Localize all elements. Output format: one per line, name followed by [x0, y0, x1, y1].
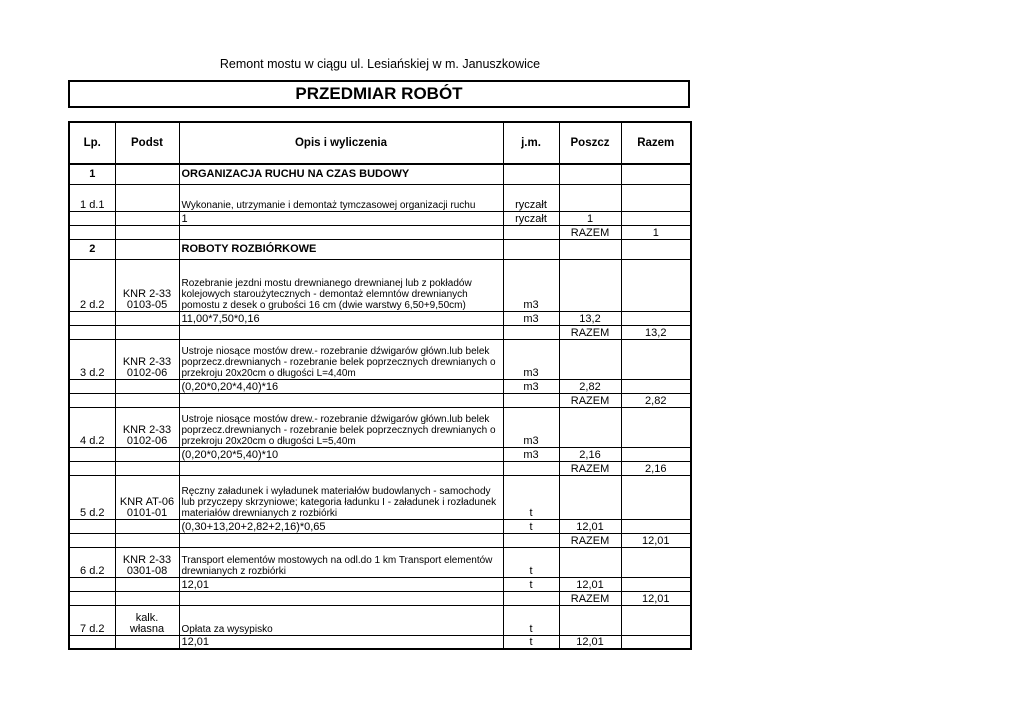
calc-row	[69, 379, 691, 393]
razem-label: RAZEM	[559, 591, 621, 605]
item-jm: t	[503, 475, 559, 519]
item-calculation: (0,30+13,20+2,82+2,16)*0,65	[179, 519, 503, 533]
calc-row	[69, 447, 691, 461]
item-jm: t	[503, 605, 559, 635]
document-title: PRZEDMIAR ROBÓT	[68, 80, 690, 108]
razem-label: RAZEM	[559, 533, 621, 547]
calc-row	[69, 211, 691, 225]
item-jm: m3	[503, 407, 559, 447]
item-lp: 2 d.2	[69, 259, 115, 311]
razem-row	[69, 533, 691, 547]
item-podst	[115, 184, 179, 211]
przedmiar-table	[68, 121, 692, 650]
item-podst	[115, 547, 179, 577]
table-row	[69, 605, 691, 635]
header-jm: j.m.	[503, 122, 559, 164]
item-podst	[115, 259, 179, 311]
item-poszcz: 12,01	[559, 519, 621, 533]
item-description: Wykonanie, utrzymanie i demontaż tymczasowej organizacji ruchu	[179, 184, 503, 211]
item-lp: 1 d.1	[69, 184, 115, 211]
item-jm: m3	[503, 339, 559, 379]
table-row	[69, 184, 691, 211]
item-poszcz: 2,82	[559, 379, 621, 393]
razem-value: 2,82	[621, 393, 691, 407]
table-header-row	[69, 122, 691, 164]
item-podst	[115, 339, 179, 379]
podst-position: 0102-06	[126, 434, 168, 447]
item-calculation: (0,20*0,20*4,40)*16	[179, 379, 503, 393]
item-description: Rozebranie jezdni mostu drewnianego drewnianej lub z pokładów kolejowych staroużytecznych - demontaż elemntów drewnianych pomostu z desek o grubości 16 cm (dwie warstwy 6,50+9,50cm)	[179, 259, 503, 311]
podst-catalog: KNR 2-33	[122, 355, 172, 368]
item-poszcz: 13,2	[559, 311, 621, 325]
header-opis: Opis i wyliczenia	[179, 122, 503, 164]
item-poszcz: 2,16	[559, 447, 621, 461]
podst-position: 0102-06	[126, 366, 168, 379]
item-description: Ręczny załadunek i wyładunek materiałów budowlanych - samochody lub przyczepy skrzyniowe; kategoria ładunku I - załadunek i rozładunek materiałów drewnianych z rozbiórki	[179, 475, 503, 519]
razem-value: 2,16	[621, 461, 691, 475]
item-calculation: 11,00*7,50*0,16	[179, 311, 503, 325]
razem-value: 13,2	[621, 325, 691, 339]
header-razem: Razem	[621, 122, 691, 164]
razem-row	[69, 461, 691, 475]
item-calculation: 12,01	[179, 635, 503, 649]
razem-label: RAZEM	[559, 225, 621, 239]
calc-jm: m3	[503, 311, 559, 325]
calc-jm: ryczałt	[503, 211, 559, 225]
table-row	[69, 407, 691, 447]
item-lp: 4 d.2	[69, 407, 115, 447]
podst-catalog: KNR 2-33	[122, 287, 172, 300]
calc-jm: t	[503, 635, 559, 649]
calc-row	[69, 311, 691, 325]
item-jm: ryczałt	[503, 184, 559, 211]
table-row	[69, 339, 691, 379]
item-lp: 5 d.2	[69, 475, 115, 519]
table-row	[69, 259, 691, 311]
item-lp: 3 d.2	[69, 339, 115, 379]
item-poszcz: 12,01	[559, 577, 621, 591]
razem-label: RAZEM	[559, 393, 621, 407]
calc-jm: t	[503, 519, 559, 533]
item-description: Ustroje niosące mostów drew.- rozebranie dźwigarów główn.lub belek poprzecz.drewnianych - rozebranie belek poprzecznych drewnianych o przekroju 20x20cm o długości L=5,40m	[179, 407, 503, 447]
razem-label: RAZEM	[559, 461, 621, 475]
section-row	[69, 239, 691, 259]
calc-jm: m3	[503, 447, 559, 461]
header-lp: Lp.	[69, 122, 115, 164]
item-calculation: 12,01	[179, 577, 503, 591]
section-title: ORGANIZACJA RUCHU NA CZAS BUDOWY	[179, 164, 503, 184]
podst-position: 0101-01	[126, 506, 168, 519]
razem-row	[69, 325, 691, 339]
item-calculation: (0,20*0,20*5,40)*10	[179, 447, 503, 461]
header-podst: Podst	[115, 122, 179, 164]
podst-catalog: kalk.	[135, 611, 159, 624]
podst-position: własna	[129, 622, 165, 635]
item-poszcz: 1	[559, 211, 621, 225]
calc-row	[69, 635, 691, 649]
section-lp: 1	[69, 164, 115, 184]
podst-position: 0103-05	[126, 298, 168, 311]
section-row	[69, 164, 691, 184]
document-subtitle: Remont mostu w ciągu ul. Lesiańskiej w m. Januszkowice	[219, 57, 541, 71]
razem-label: RAZEM	[559, 325, 621, 339]
item-description: Ustroje niosące mostów drew.- rozebranie dźwigarów główn.lub belek poprzecz.drewnianych - rozebranie belek poprzecznych drewnianych o przekroju 20x20cm o długości L=4,40m	[179, 339, 503, 379]
item-lp: 6 d.2	[69, 547, 115, 577]
podst-catalog: KNR AT-06	[119, 495, 175, 508]
calc-row	[69, 519, 691, 533]
calc-jm: m3	[503, 379, 559, 393]
item-jm: m3	[503, 259, 559, 311]
razem-value: 12,01	[621, 591, 691, 605]
table-row	[69, 547, 691, 577]
table-row	[69, 475, 691, 519]
header-poszcz: Poszcz	[559, 122, 621, 164]
razem-value: 1	[621, 225, 691, 239]
razem-value: 12,01	[621, 533, 691, 547]
razem-row	[69, 225, 691, 239]
item-podst	[115, 605, 179, 635]
item-podst	[115, 475, 179, 519]
razem-row	[69, 393, 691, 407]
item-calculation: 1	[179, 211, 503, 225]
item-podst	[115, 407, 179, 447]
section-lp: 2	[69, 239, 115, 259]
item-description: Opłata za wysypisko	[179, 605, 503, 635]
item-poszcz: 12,01	[559, 635, 621, 649]
calc-jm: t	[503, 577, 559, 591]
section-title: ROBOTY ROZBIÓRKOWE	[179, 239, 503, 259]
podst-catalog: KNR 2-33	[122, 423, 172, 436]
podst-catalog: KNR 2-33	[122, 553, 172, 566]
razem-row	[69, 591, 691, 605]
item-lp: 7 d.2	[69, 605, 115, 635]
podst-position: 0301-08	[126, 564, 168, 577]
item-jm: t	[503, 547, 559, 577]
item-description: Transport elementów mostowych na odl.do 1 km Transport elementów drewnianych z rozbiórki	[179, 547, 503, 577]
calc-row	[69, 577, 691, 591]
